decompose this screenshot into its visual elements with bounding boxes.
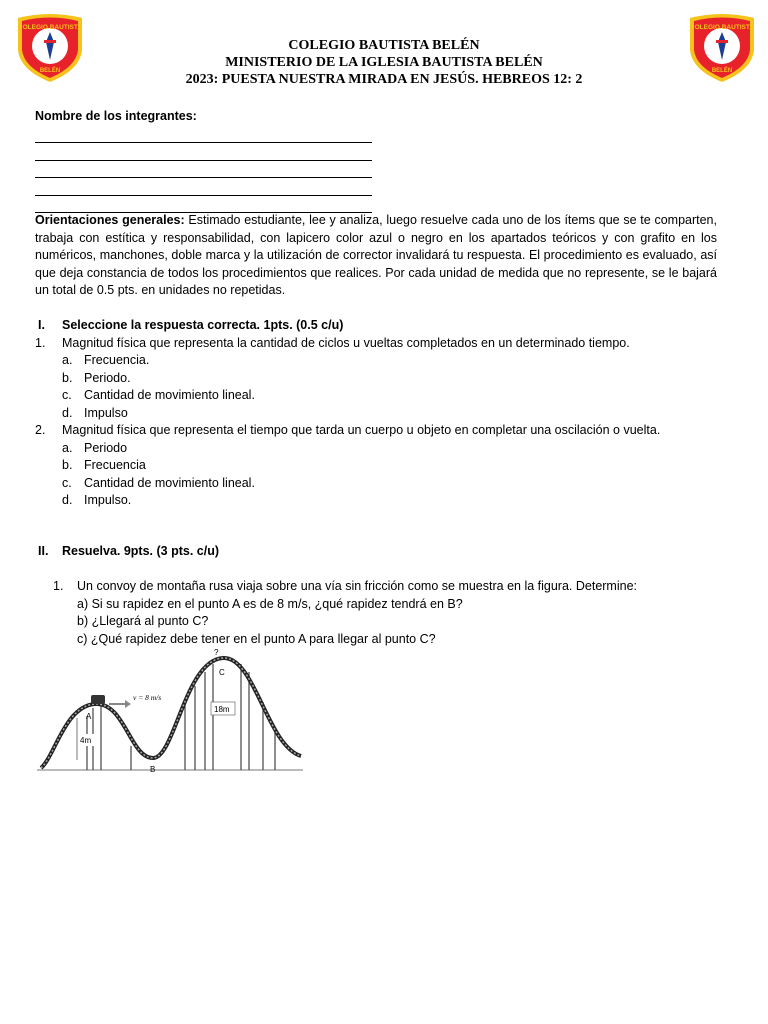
height-c-label: 18m: [214, 705, 230, 714]
track-rail-outer: [41, 658, 301, 768]
option-text: Periodo.: [84, 370, 131, 385]
option-b[interactable]: [35, 370, 717, 388]
question-mark-label: ?: [214, 648, 219, 657]
name-blank-line[interactable]: [35, 126, 372, 144]
section-1-title: Seleccione la respuesta correcta. 1pts. (0.5 c/u): [62, 318, 344, 332]
option-letter: d.: [62, 493, 73, 507]
option-letter: c.: [62, 475, 72, 490]
names-label: Nombre de los integrantes:: [35, 109, 197, 123]
section-2: [35, 543, 717, 561]
option-a[interactable]: [35, 440, 717, 458]
option-text: Frecuencia.: [84, 353, 150, 367]
name-blank-line[interactable]: [35, 161, 372, 179]
question-text: Magnitud física que representa la cantidad de ciclos u vueltas completados en un determinado tiempo.: [62, 335, 630, 350]
option-b[interactable]: [35, 457, 717, 475]
point-b-label: B: [150, 765, 156, 774]
coaster-cart: [91, 695, 105, 704]
option-c[interactable]: [35, 387, 717, 405]
name-blank-line[interactable]: [35, 143, 372, 161]
option-text: Impulso: [84, 405, 128, 420]
option-text: Cantidad de movimiento lineal.: [84, 388, 255, 402]
problem-part-a: a) Si su rapidez en el punto A es de 8 m/s, ¿qué rapidez tendrá en B?: [77, 596, 463, 611]
name-blank-line[interactable]: [35, 178, 372, 196]
roller-coaster-figure: [35, 646, 307, 778]
option-text: Impulso.: [84, 493, 132, 507]
document-header: [0, 37, 768, 88]
velocity-label: v = 8 m/s: [133, 693, 162, 702]
orientations-text: Estimado estudiante, lee y analiza, luego resuelve cada uno de los ítems que se te comparten, trabaja con estítica y responsabilidad, con lapicero color azul o negro en los apartados teóricos y con grafito en los numéricos, manchones, doble marca y la utilización de corrector invalidará tu respuesta. El procedimiento es evaluado, así que deja constancia de todos los procedimientos que realices. Por cada unidad de medida que no represente, se le bajará un total de 0.5 pts. en unidades no repetidas.: [35, 213, 717, 297]
height-a-label: 4m: [80, 736, 92, 745]
option-letter: b.: [62, 458, 73, 472]
point-a-label: A: [86, 712, 92, 721]
problem-part-c: c) ¿Qué rapidez debe tener en el punto A para llegar al punto C?: [77, 631, 436, 646]
orientations-paragraph: [35, 212, 717, 300]
option-letter: d.: [62, 405, 73, 420]
logo-bottom-text: BELÉN: [39, 68, 61, 74]
question-number: 1.: [35, 335, 46, 350]
names-section: [35, 108, 717, 213]
section-1: [35, 317, 717, 510]
question-1: [35, 335, 717, 353]
problem-part-b: b) ¿Llegará al punto C?: [77, 614, 209, 628]
track-supports: [87, 664, 275, 770]
header-line-2: MINISTERIO DE LA IGLESIA BAUTISTA BELÉN: [225, 55, 543, 70]
option-c[interactable]: [35, 475, 717, 493]
option-a[interactable]: [35, 352, 717, 370]
option-letter: a.: [62, 440, 73, 455]
header-line-3: 2023: PUESTA NUESTRA MIRADA EN JESÚS. HEBREOS 12: 2: [185, 72, 583, 87]
header-line-1: COLEGIO BAUTISTA BELÉN: [288, 38, 480, 53]
logo-top-text: COLEGIO BAUTISTA: [689, 24, 755, 31]
option-letter: b.: [62, 370, 73, 385]
question-number: 2.: [35, 423, 46, 437]
question-text: Magnitud física que representa el tiempo que tarda un cuerpo u objeto en completar una oscilación o vuelta.: [62, 423, 661, 437]
option-text: Periodo: [84, 440, 128, 455]
velocity-arrow-head: [125, 700, 131, 708]
track-rail-inner: [41, 658, 301, 768]
logo-top-text: COLEGIO BAUTISTA: [17, 24, 83, 31]
option-d[interactable]: [35, 492, 717, 510]
problem-number: 1.: [53, 579, 64, 593]
logo-bottom-text: BELÉN: [711, 68, 733, 74]
problem-1: [35, 578, 717, 648]
name-blank-line[interactable]: [35, 196, 372, 214]
orientations-label: Orientaciones generales:: [35, 213, 185, 227]
question-2: [35, 422, 717, 440]
option-letter: a.: [62, 353, 73, 367]
section-2-title: Resuelva. 9pts. (3 pts. c/u): [62, 544, 219, 558]
section-1-numeral: I.: [38, 318, 45, 332]
option-d[interactable]: [35, 405, 717, 423]
option-letter: c.: [62, 388, 72, 402]
option-text: Frecuencia: [84, 458, 146, 472]
section-2-numeral: II.: [38, 544, 49, 558]
point-c-label: C: [219, 668, 225, 677]
problem-text: Un convoy de montaña rusa viaja sobre una vía sin fricción como se muestra en la figura. Determine:: [77, 579, 637, 593]
option-text: Cantidad de movimiento lineal.: [84, 475, 255, 490]
